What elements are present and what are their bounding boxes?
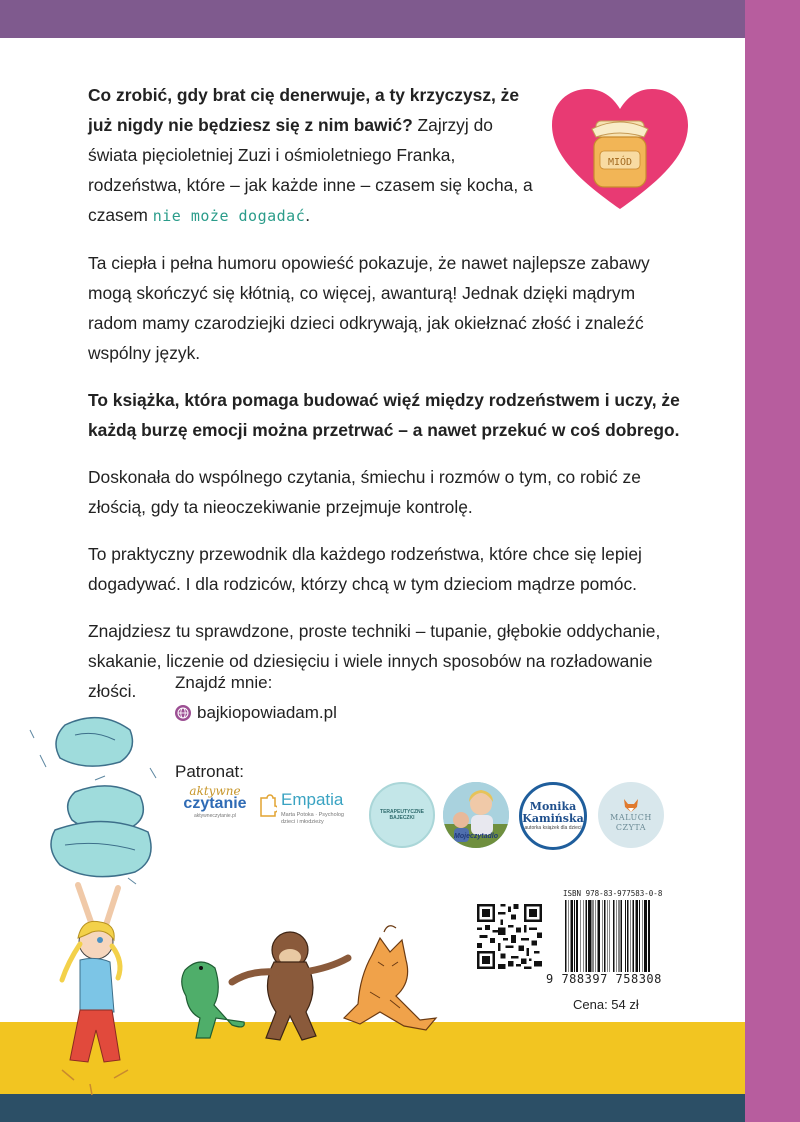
bottom-color-band <box>0 1094 745 1122</box>
flying-pillow-middle <box>68 786 144 832</box>
mojeczytadlo-logo <box>443 782 509 848</box>
heart-honey-jar-illustration <box>550 85 690 215</box>
czytanie-word: czytanie <box>183 795 247 812</box>
intro-highlight: nie może dogadać <box>152 207 306 225</box>
paragraph-reading: Doskonała do wspólnego czytania, śmiechu i rozmów o tym, co robić ze złością, gdy ta nieoczekiwanie przejmuje kontrolę. <box>88 467 641 517</box>
isbn-digits: 9 788397 758308 <box>546 972 662 986</box>
paragraph-story: Ta ciepła i pełna humoru opowieść pokazuje, że nawet najlepsze zabawy mogą skończyć się kłótnią, co więcej, awanturą! Jednak dzięki mądrym radom mamy czarodziejki dzieci odkrywają, jak okiełznać złość i znaleźć wspólny język. <box>88 253 650 363</box>
intro-question: Co zrobić, gdy brat cię denerwuje, a ty krzyczysz, że już nigdy nie będziesz się z nim bawić? <box>88 85 520 135</box>
intro-paragraph <box>88 80 533 231</box>
intro-end: . <box>305 205 311 225</box>
flying-pillow-top <box>56 718 132 767</box>
mojeczytadlo-text: Mojeczytadlo <box>454 833 498 840</box>
aktywne-czytanie-logo <box>175 784 255 819</box>
terapeutyczne-bajeczki-logo <box>369 782 435 848</box>
paragraph-bold-message: To książka, która pomaga budować więź między rodzeństwem i uczy, że każdą burzę emocji można przetrwać – a nawet przekuć w coś dobrego. <box>88 390 680 440</box>
paragraph-techniques: Znajdziesz tu sprawdzone, proste techniki – tupanie, głębokie oddychanie, skakanie, liczenie od dziesięciu i wiele innych sposobów na rozładowanie złości. <box>88 621 661 701</box>
maluch-word: MALUCH <box>610 813 652 822</box>
top-color-band <box>0 0 745 38</box>
barcode <box>564 900 660 972</box>
isbn-label: ISBN 978-83-977583-0-8 <box>563 889 663 898</box>
intro-text: Zajrzyj do świata pięcioletniej Zuzi i ośmioletniego Franka, rodzeństwa, które – jak każde inne – czasem się kocha, a czasem <box>88 115 533 225</box>
flying-pillow-bottom <box>51 821 151 876</box>
maluch-czyta-logo <box>598 782 664 848</box>
jar-label: MIÓD <box>607 157 633 168</box>
empatia-subtitle: Marta Potoka · Psycholog dzieci i młodzieży <box>281 812 344 825</box>
orange-cat <box>344 926 436 1030</box>
yellow-floor-band <box>0 1022 745 1094</box>
paragraph-guide: To praktyczny przewodnik dla każdego rodzeństwa, które chce się lepiej dogadywać. I dla rodziców, którzy chcą w tym dzieciom mądrze pomóc. <box>88 544 642 594</box>
feathers <box>30 730 156 884</box>
monika-subtitle: autorka książek dla dzieci <box>524 825 582 831</box>
czyta-word: CZYTA <box>615 823 647 832</box>
patronage-label: Patronat: <box>175 762 244 781</box>
qr-code[interactable] <box>477 904 542 969</box>
patronage-logos <box>175 780 675 850</box>
website-link[interactable] <box>175 703 337 723</box>
globe-icon <box>175 705 191 721</box>
monika-kaminska-logo <box>519 782 587 850</box>
empatia-word: Empatia <box>281 790 344 809</box>
empatia-puzzle-icon <box>259 794 277 818</box>
aktywne-url: aktywneczytanie.pl <box>194 813 236 819</box>
spine-band <box>745 0 800 1122</box>
terapeutyczne-text: TERAPEUTYCZNE BAJECZKI <box>380 809 424 821</box>
fox-icon <box>622 797 640 813</box>
monika-name: Monika Kamińska <box>522 800 584 825</box>
website-url[interactable]: bajkiopowiadam.pl <box>197 703 337 722</box>
empatia-logo <box>259 790 359 840</box>
find-me-label: Znajdź mnie: <box>175 673 273 692</box>
price-label: Cena: 54 zł <box>573 997 639 1012</box>
aktywne-word: aktywne <box>189 784 241 798</box>
